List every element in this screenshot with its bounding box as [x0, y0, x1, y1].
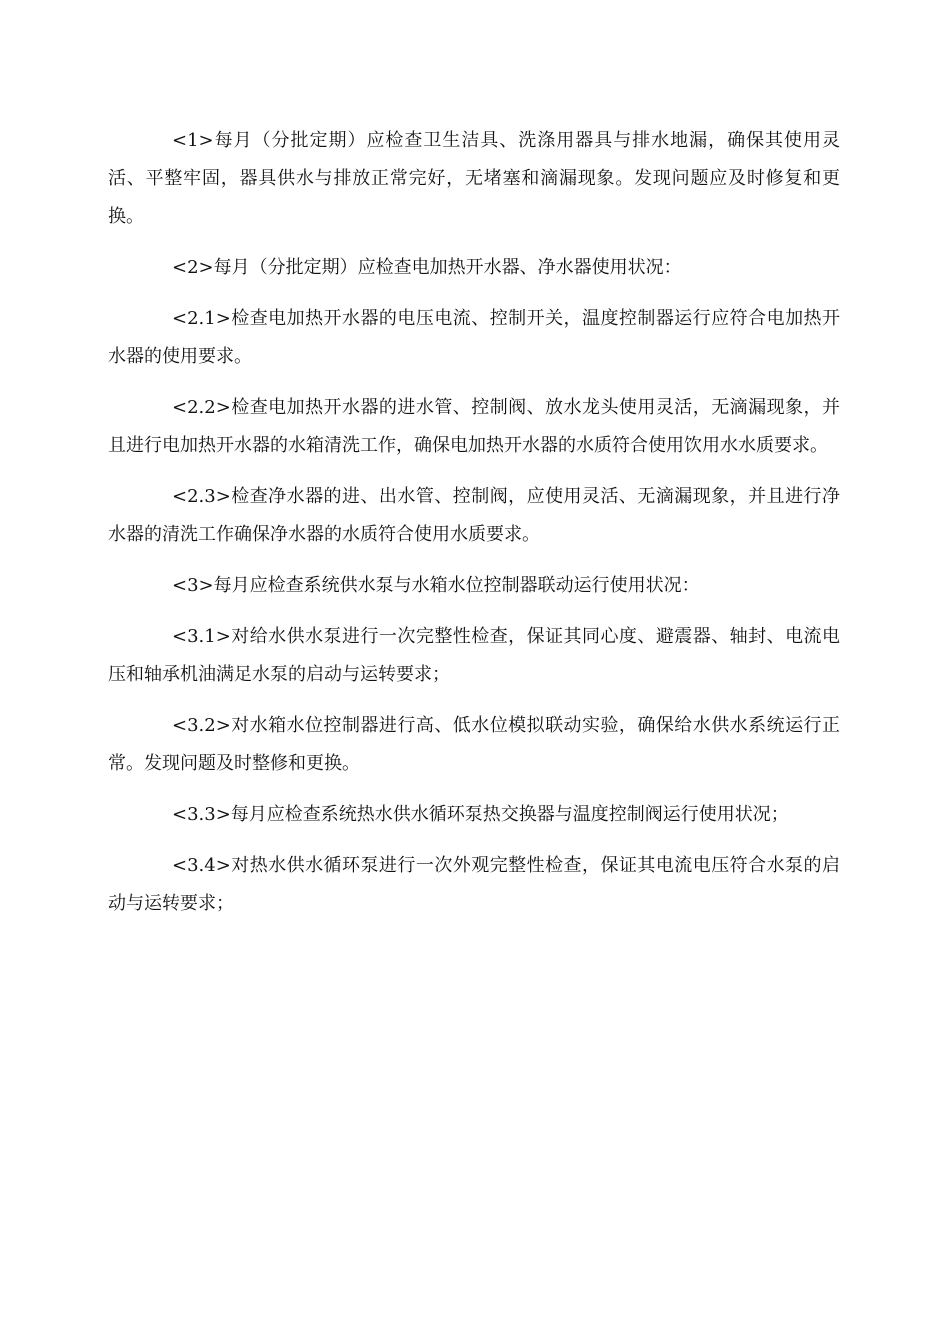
- document-body: [108, 122, 840, 936]
- paragraph-3-4: <3.4>对热水供水循环泵进行一次外观完整性检查，保证其电流电压符合水泵的启动与运转要求；: [108, 855, 840, 914]
- paragraph-1: <1>每月（分批定期）应检查卫生洁具、洗涤用器具与排水地漏，确保其使用灵活、平整牢固，器具供水与排放正常完好，无堵塞和滴漏现象。发现问题应及时修复和更换。: [108, 130, 840, 227]
- paragraph-2-1: <2.1>检查电加热开水器的电压电流、控制开关，温度控制器运行应符合电加热开水器的使用要求。: [108, 308, 840, 367]
- paragraph-2: <2>每月（分批定期）应检查电加热开水器、净水器使用状况：: [172, 257, 682, 278]
- paragraph-3-2: <3.2>对水箱水位控制器进行高、低水位模拟联动实验，确保给水供水系统运行正常。发现问题及时整修和更换。: [108, 715, 840, 774]
- paragraph-3-1: <3.1>对给水供水泵进行一次完整性检查，保证其同心度、避震器、轴封、电流电压和轴承机油满足水泵的启动与运转要求；: [108, 626, 840, 685]
- paragraph-2-2: <2.2>检查电加热开水器的进水管、控制阀、放水龙头使用灵活，无滴漏现象，并且进行电加热开水器的水箱清洗工作，确保电加热开水器的水质符合使用饮用水水质要求。: [108, 397, 840, 456]
- paragraph-3: <3>每月应检查系统供水泵与水箱水位控制器联动运行使用状况：: [172, 575, 700, 596]
- paragraph-3-3: <3.3>每月应检查系统热水供水循环泵热交换器与温度控制阀运行使用状况；: [172, 804, 789, 825]
- paragraph-2-3: <2.3>检查净水器的进、出水管、控制阀，应使用灵活、无滴漏现象，并且进行净水器的清洗工作确保净水器的水质符合使用水质要求。: [108, 486, 840, 545]
